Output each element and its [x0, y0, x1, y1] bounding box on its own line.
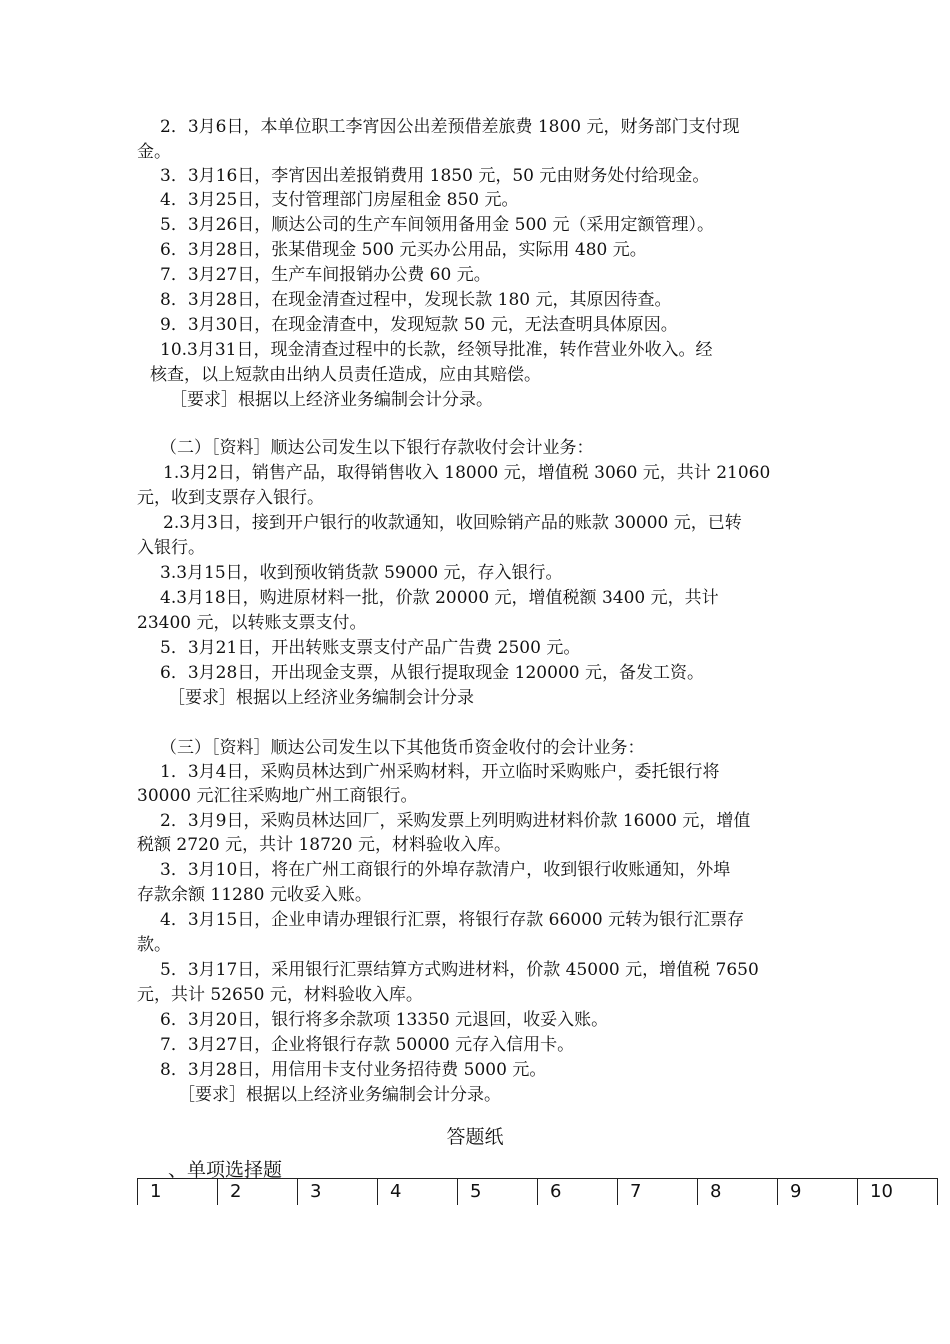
answer-cell-8: 8 — [698, 1179, 778, 1206]
text-line: 款。 — [137, 935, 171, 955]
text-line: 金。 — [137, 142, 171, 162]
answer-cell-7: 7 — [618, 1179, 698, 1206]
single-choice-heading: 、单项选择题 — [168, 1159, 283, 1181]
text-line: 3．3月10日，将在广州工商银行的外埠存款清户，收到银行收账通知，外埠 — [160, 860, 731, 880]
text-line: 2．3月6日，本单位职工李宵因公出差预借差旅费 1800 元，财务部门支付现 — [160, 117, 740, 137]
answer-cell-4: 4 — [378, 1179, 458, 1206]
answer-cell-1: 1 — [138, 1179, 218, 1206]
section-heading: （三）［资料］顺达公司发生以下其他货币资金收付的会计业务： — [160, 738, 645, 758]
answer-cell-3: 3 — [298, 1179, 378, 1206]
requirement-line: ［要求］根据以上经济业务编制会计分录 — [168, 688, 474, 708]
text-line: 10.3月31日，现金清查过程中的长款，经领导批准，转作营业外收入。经 — [160, 340, 713, 360]
text-line: 入银行。 — [137, 538, 205, 558]
text-line: 23400 元，以转账支票支付。 — [137, 613, 367, 633]
text-line: 5．3月26日，顺达公司的生产车间领用备用金 500 元（采用定额管理）。 — [160, 215, 715, 235]
text-line: 4．3月15日，企业申请办理银行汇票，将银行存款 66000 元转为银行汇票存 — [160, 910, 745, 930]
text-line: 6．3月20日，银行将多余款项 13350 元退回，收妥入账。 — [160, 1010, 609, 1030]
text-line: 7．3月27日，企业将银行存款 50000 元存入信用卡。 — [160, 1035, 575, 1055]
text-line: 6．3月28日，开出现金支票，从银行提取现金 120000 元，备发工资。 — [160, 663, 704, 683]
text-line: 2.3月3日，接到开户银行的收款通知，收回赊销产品的账款 30000 元，已转 — [163, 513, 742, 533]
answer-cell-9: 9 — [778, 1179, 858, 1206]
answer-cell-10: 10 — [858, 1179, 938, 1206]
text-line: 元，收到支票存入银行。 — [137, 488, 324, 508]
text-line: 30000 元汇往采购地广州工商银行。 — [137, 786, 418, 806]
answer-sheet-title: 答题纸 — [446, 1126, 504, 1148]
text-line: 8．3月28日，用信用卡支付业务招待费 5000 元。 — [160, 1060, 547, 1080]
text-line: 5．3月17日，采用银行汇票结算方式购进材料，价款 45000 元，增值税 7650 — [160, 960, 759, 980]
answer-cell-6: 6 — [538, 1179, 618, 1206]
answer-cell-2: 2 — [218, 1179, 298, 1206]
answer-grid-row — [138, 1179, 938, 1206]
text-line: 7．3月27日，生产车间报销办公费 60 元。 — [160, 265, 491, 285]
text-line: 9．3月30日，在现金清查中，发现短款 50 元，无法查明具体原因。 — [160, 315, 678, 335]
text-line: 3．3月16日，李宵因出差报销费用 1850 元，50 元由财务处付给现金。 — [160, 166, 710, 186]
requirement-line: ［要求］根据以上经济业务编制会计分录。 — [170, 390, 493, 410]
text-line: 4.3月18日，购进原材料一批，价款 20000 元，增值税额 3400 元，共计 — [160, 588, 719, 608]
text-line: 3.3月15日，收到预收销货款 59000 元，存入银行。 — [160, 563, 563, 583]
text-line: 核查，以上短款由出纳人员责任造成，应由其赔偿。 — [150, 365, 541, 385]
text-line: 元，共计 52650 元，材料验收入库。 — [137, 985, 423, 1005]
text-line: 5．3月21日，开出转账支票支付产品广告费 2500 元。 — [160, 638, 581, 658]
text-line: 4．3月25日，支付管理部门房屋租金 850 元。 — [160, 190, 519, 210]
text-line: 2．3月9日，采购员林达回厂，采购发票上列明购进材料价款 16000 元，增值 — [160, 811, 751, 831]
text-line: 1.3月2日，销售产品，取得销售收入 18000 元，增值税 3060 元，共计 21060 — [163, 463, 771, 483]
text-line: 8．3月28日，在现金清查过程中，发现长款 180 元，其原因待查。 — [160, 290, 672, 310]
text-line: 税额 2720 元，共计 18720 元，材料验收入库。 — [137, 835, 511, 855]
answer-cell-5: 5 — [458, 1179, 538, 1206]
text-line: 存款余额 11280 元收妥入账。 — [137, 885, 372, 905]
answer-grid — [137, 1178, 938, 1205]
text-line: 6．3月28日，张某借现金 500 元买办公用品，实际用 480 元。 — [160, 240, 647, 260]
section-heading: （二）［资料］顺达公司发生以下银行存款收付会计业务： — [160, 438, 594, 458]
requirement-line: ［要求］根据以上经济业务编制会计分录。 — [178, 1085, 501, 1105]
text-line: 1．3月4日，采购员林达到广州采购材料，开立临时采购账户，委托银行将 — [160, 762, 720, 782]
